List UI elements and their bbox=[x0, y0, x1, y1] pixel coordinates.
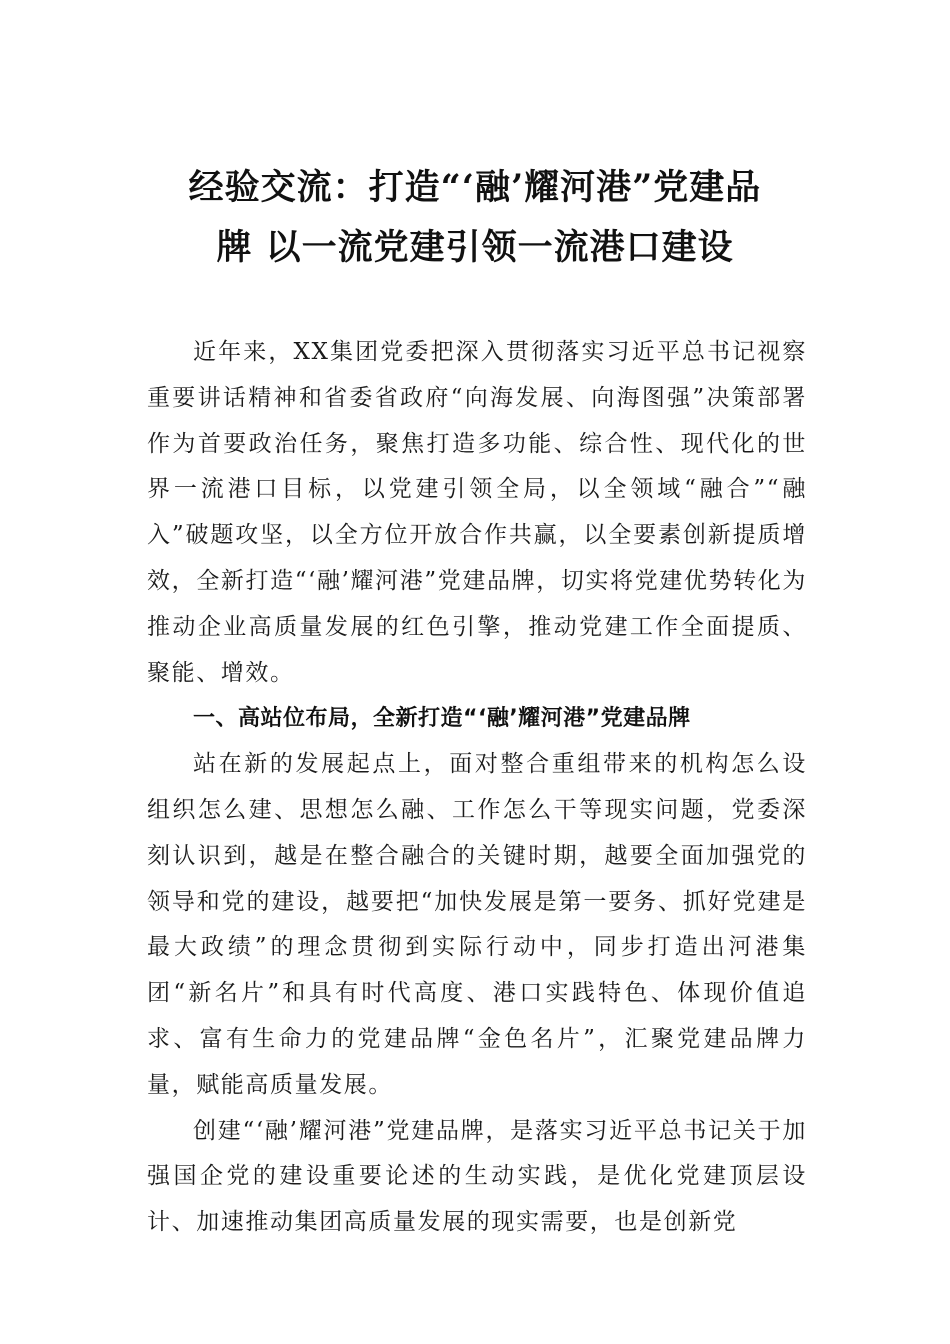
body-paragraph-1: 站在新的发展起点上，面对整合重组带来的机构怎么设组织怎么建、思想怎么融、工作怎么干等现实问题，党委深刻认识到，越是在整合融合的关键时期，越要全面加强党的领导和党的建设，越要把“加快发展是第一要务、抓好党建是最大政绩”的理念贯彻到实际行动中，同步打造出河港集团“新名片”和具有时代高度、港口实践特色、体现价值追求、富有生命力的党建品牌“金色名片”，汇聚党建品牌力量，赋能高质量发展。 bbox=[147, 751, 807, 1098]
body-paragraph-2: 创建“‘融’耀河港”党建品牌，是落实习近平总书记关于加强国企党的建设重要论述的生动实践，是优化党建顶层设计、加速推动集团高质量发展的现实需要，也是创新党 bbox=[147, 1117, 807, 1236]
section-heading: 一、高站位布局，全新打造“‘融’耀河港”党建品牌 bbox=[193, 706, 691, 732]
title-line-2: 牌 以一流党建引领一流港口建设 bbox=[216, 227, 734, 268]
title-line-1: 经验交流：打造“‘融’耀河港”党建品 bbox=[188, 167, 762, 208]
document-body bbox=[147, 330, 807, 1246]
document-title bbox=[150, 158, 800, 278]
intro-paragraph: 近年来，XX集团党委把深入贯彻落实习近平总书记视察重要讲话精神和省委省政府“向海发展、向海图强”决策部署作为首要政治任务，聚焦打造多功能、综合性、现代化的世界一流港口目标，以党建引领全局，以全领域“融合”“融入”破题攻坚，以全方位开放合作共赢，以全要素创新提质增效，全新打造“‘融’耀河港”党建品牌，切实将党建优势转化为推动企业高质量发展的红色引擎，推动党建工作全面提质、聚能、增效。 bbox=[147, 339, 807, 686]
